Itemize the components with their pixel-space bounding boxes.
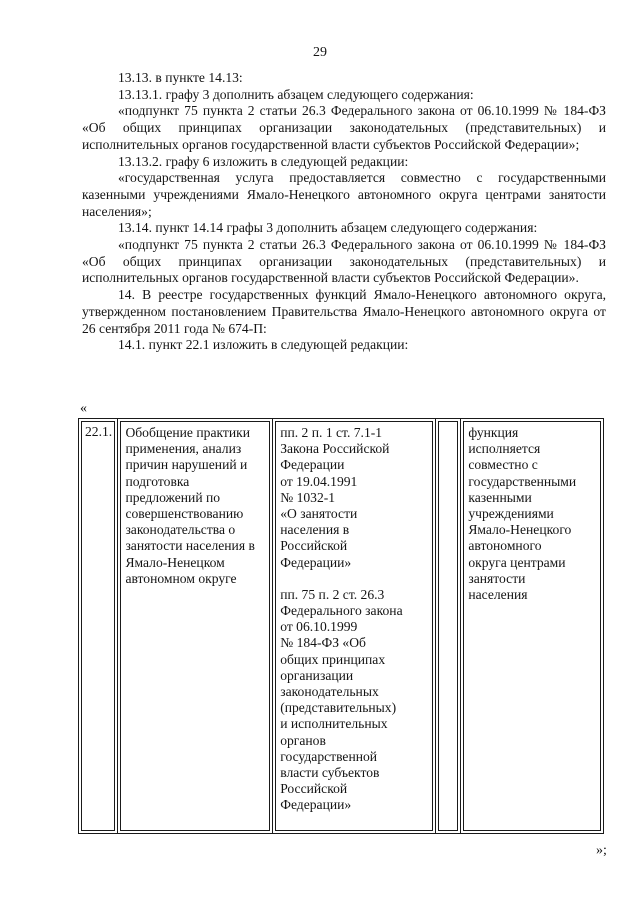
paragraph: 13.13.1. графу 3 дополнить абзацем следующего содержания: [118, 86, 474, 102]
cell-line: Обобщение практики [125, 425, 250, 440]
cell-legal-basis [273, 419, 436, 834]
cell-line: занятости [468, 570, 526, 586]
cell-line: совместно с [468, 457, 538, 473]
cell-line: казенными [468, 489, 532, 505]
paragraph: 13.13. в пункте 14.13: [118, 70, 243, 85]
function-text [120, 421, 270, 831]
cell-line: функция [468, 425, 519, 440]
cell-line: № 184-ФЗ «Об [280, 635, 366, 651]
cell-line: предложений по [125, 489, 221, 505]
cell-line: государственными [468, 473, 577, 489]
paragraph: 14.1. пункт 22.1 изложить в следующей редакции: [118, 337, 409, 353]
cell-line: исполняется [468, 441, 541, 457]
cell-line: государственной [280, 748, 378, 764]
table-row [79, 419, 604, 834]
cell-line: законодательства о [125, 522, 236, 538]
cell-line: совершенствованию [125, 506, 244, 522]
cell-line: автономного [468, 538, 542, 554]
cell-line: пп. 2 п. 1 ст. 7.1-1 [280, 425, 383, 440]
cell-line: Ямало-Ненецкого [468, 522, 572, 538]
cell-line: пп. 75 п. 2 ст. 26.3 [280, 586, 385, 602]
cell-empty [436, 419, 461, 834]
cell-line: организации [280, 667, 354, 683]
cell-line: Российской [280, 781, 348, 797]
paragraph: «подпункт 75 пункта 2 статьи 26.3 Федерального закона от 06.10.1999 № 184-ФЗ «Об общих принципах организации законодательных (представительных) и исполнительных органов государственной власти субъектов Российской Федерации»; [82, 103, 606, 152]
paragraph: 13.14. пункт 14.14 графы 3 дополнить абзацем следующего содержания: [118, 220, 538, 236]
cell-line: власти субъектов [280, 765, 380, 781]
table-open-quote: « [80, 401, 87, 416]
cell-line: применения, анализ [125, 441, 242, 457]
legal-basis-text [275, 421, 433, 831]
cell-line: от 19.04.1991 [280, 473, 358, 489]
page-number: 29 [313, 45, 327, 60]
cell-line: учреждениями [468, 506, 554, 522]
cell-line: Ямало-Ненецком [125, 554, 225, 570]
cell-number [79, 419, 118, 834]
paragraph: «государственная услуга предоставляется совместно с государственными казенными учреждениями Ямало-Ненецкого автономного округа центрами занятости населения»; [82, 170, 606, 219]
registry-table [78, 418, 604, 834]
cell-line: Федерации» [280, 554, 352, 570]
cell-line: подготовка [125, 473, 190, 489]
cell-line: населения [468, 587, 528, 603]
cell-line: автономном округе [125, 570, 237, 586]
cell-line: органов [280, 732, 326, 748]
cell-line: общих принципах [280, 651, 386, 667]
note-text [463, 421, 601, 831]
item-number: 22.1. [85, 424, 113, 439]
cell-line: и исполнительных [280, 716, 388, 732]
cell-line: Российской [280, 538, 348, 554]
cell-line: Закона Российской [280, 441, 390, 457]
cell-line: № 1032-1 [280, 489, 336, 505]
cell-line: Федерации» [280, 797, 352, 813]
cell-function [118, 419, 273, 834]
paragraph: 13.13.2. графу 6 изложить в следующей редакции: [118, 153, 409, 169]
cell-note [461, 419, 604, 834]
cell-line: Федерации [280, 457, 345, 473]
cell-line: «О занятости [280, 506, 358, 522]
cell-line: законодательных [280, 684, 379, 700]
paragraph: «подпункт 75 пункта 2 статьи 26.3 Федерального закона от 06.10.1999 № 184-ФЗ «Об общих принципах организации законодательных (представительных) и исполнительных органов государственной власти субъектов Российской Федерации». [82, 237, 606, 286]
cell-line: причин нарушений и [125, 457, 248, 473]
cell-line: от 06.10.1999 [280, 619, 358, 635]
cell-line: округа центрами [468, 554, 566, 570]
cell-line: населения в [280, 522, 350, 538]
document-body [82, 70, 606, 354]
cell-line: (представительных) [280, 700, 397, 716]
cell-line: Федерального закона [280, 603, 403, 619]
cell-line: занятости населения в [125, 538, 255, 554]
paragraph: 14. В реестре государственных функций Ямало-Ненецкого автономного округа, утвержденном постановлением Правительства Ямало-Ненецкого автономного округа от 26 сентября 2011 года № 674-П: [82, 287, 606, 336]
table-close-quote: »; [596, 843, 607, 858]
